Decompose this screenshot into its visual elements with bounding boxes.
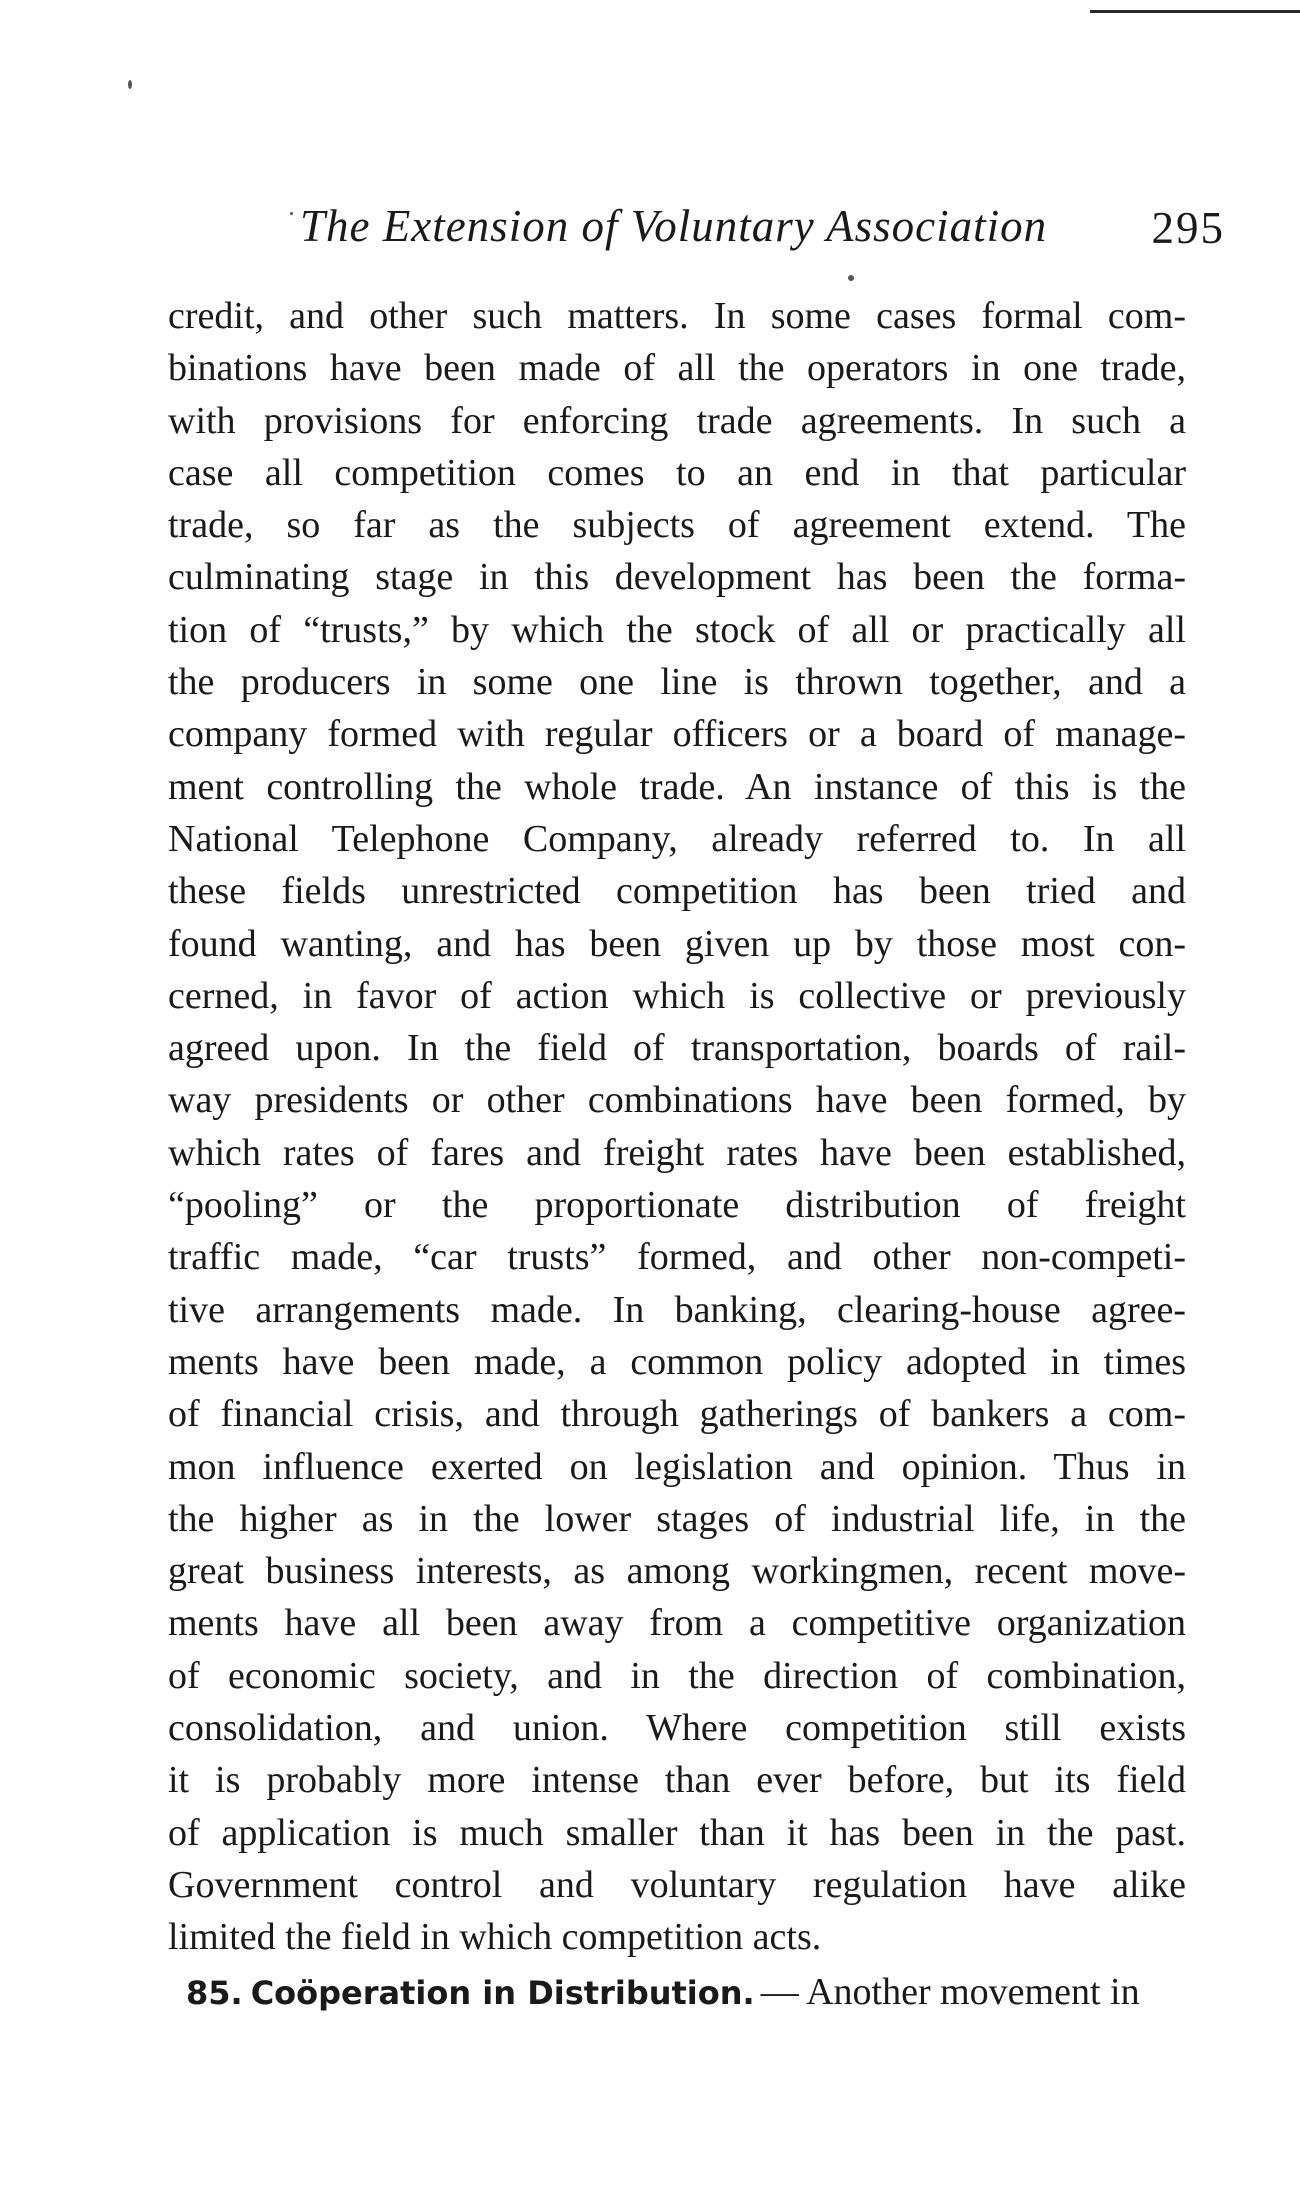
text-line: found wanting, and has been given up by those most con- <box>168 922 1186 965</box>
section-text: — Another movement in <box>760 1970 1140 2013</box>
running-head <box>300 200 1225 260</box>
section-heading-line <box>168 1966 1186 2018</box>
text-line: tive arrangements made. In banking, clearing-house agree- <box>168 1288 1186 1331</box>
text-line: case all competition comes to an end in that particular <box>168 451 1186 494</box>
text-line: limited the field in which competition acts. <box>168 1916 822 1959</box>
text-line: which rates of fares and freight rates have been established, <box>168 1131 1186 1174</box>
body-text <box>168 290 1186 2018</box>
section-number: 85. <box>186 1973 243 2012</box>
text-line: these fields unrestricted competition has been tried and <box>168 870 1186 913</box>
text-line: the higher as in the lower stages of industrial life, in the <box>168 1497 1186 1540</box>
text-line: with provisions for enforcing trade agreements. In such a <box>168 399 1186 442</box>
text-line: trade, so far as the subjects of agreement extend. The <box>168 504 1186 547</box>
print-speck <box>290 212 293 215</box>
text-line: consolidation, and union. Where competition still exists <box>168 1707 1186 1750</box>
text-line: ments have been made, a common policy adopted in times <box>168 1340 1186 1383</box>
running-title: The Extension of Voluntary Association <box>300 201 1048 251</box>
page-number: 295 <box>1151 203 1225 253</box>
text-line: great business interests, as among workingmen, recent move- <box>168 1550 1186 1593</box>
text-line: it is probably more intense than ever before, but its field <box>168 1759 1186 1802</box>
text-line: way presidents or other combinations have been formed, by <box>168 1079 1186 1122</box>
text-line: traffic made, “car trusts” formed, and other non-competi- <box>168 1236 1186 1279</box>
text-line: cerned, in favor of action which is collective or previously <box>168 974 1186 1017</box>
text-line: company formed with regular officers or a board of manage- <box>168 713 1186 756</box>
text-line: tion of “trusts,” by which the stock of all or practically all <box>168 608 1186 651</box>
text-line: ments have all been away from a competitive organization <box>168 1602 1186 1645</box>
text-line: mon influence exerted on legislation and opinion. Thus in <box>168 1445 1186 1488</box>
text-line: Government control and voluntary regulation have alike <box>168 1863 1186 1906</box>
text-line: agreed upon. In the field of transportation, boards of rail- <box>168 1027 1186 1070</box>
text-line: “pooling” or the proportionate distribution of freight <box>168 1184 1186 1227</box>
text-line: of application is much smaller than it has been in the past. <box>168 1811 1186 1854</box>
top-edge-rule <box>1090 10 1300 13</box>
text-line: of financial crisis, and through gatherings of bankers a com- <box>168 1393 1186 1436</box>
text-line: ment controlling the whole trade. An instance of this is the <box>168 765 1186 808</box>
text-line: binations have been made of all the operators in one trade, <box>168 347 1186 390</box>
text-line: National Telephone Company, already referred to. In all <box>168 817 1186 860</box>
print-speck <box>128 80 132 89</box>
text-line: the producers in some one line is thrown together, and a <box>168 661 1186 704</box>
text-line: credit, and other such matters. In some cases formal com- <box>168 295 1186 337</box>
text-line: culminating stage in this development has been the forma- <box>168 556 1186 599</box>
text-line: of economic society, and in the direction of combination, <box>168 1654 1186 1697</box>
section-title: Coöperation in Distribution. <box>250 1973 755 2012</box>
print-speck <box>848 275 854 281</box>
